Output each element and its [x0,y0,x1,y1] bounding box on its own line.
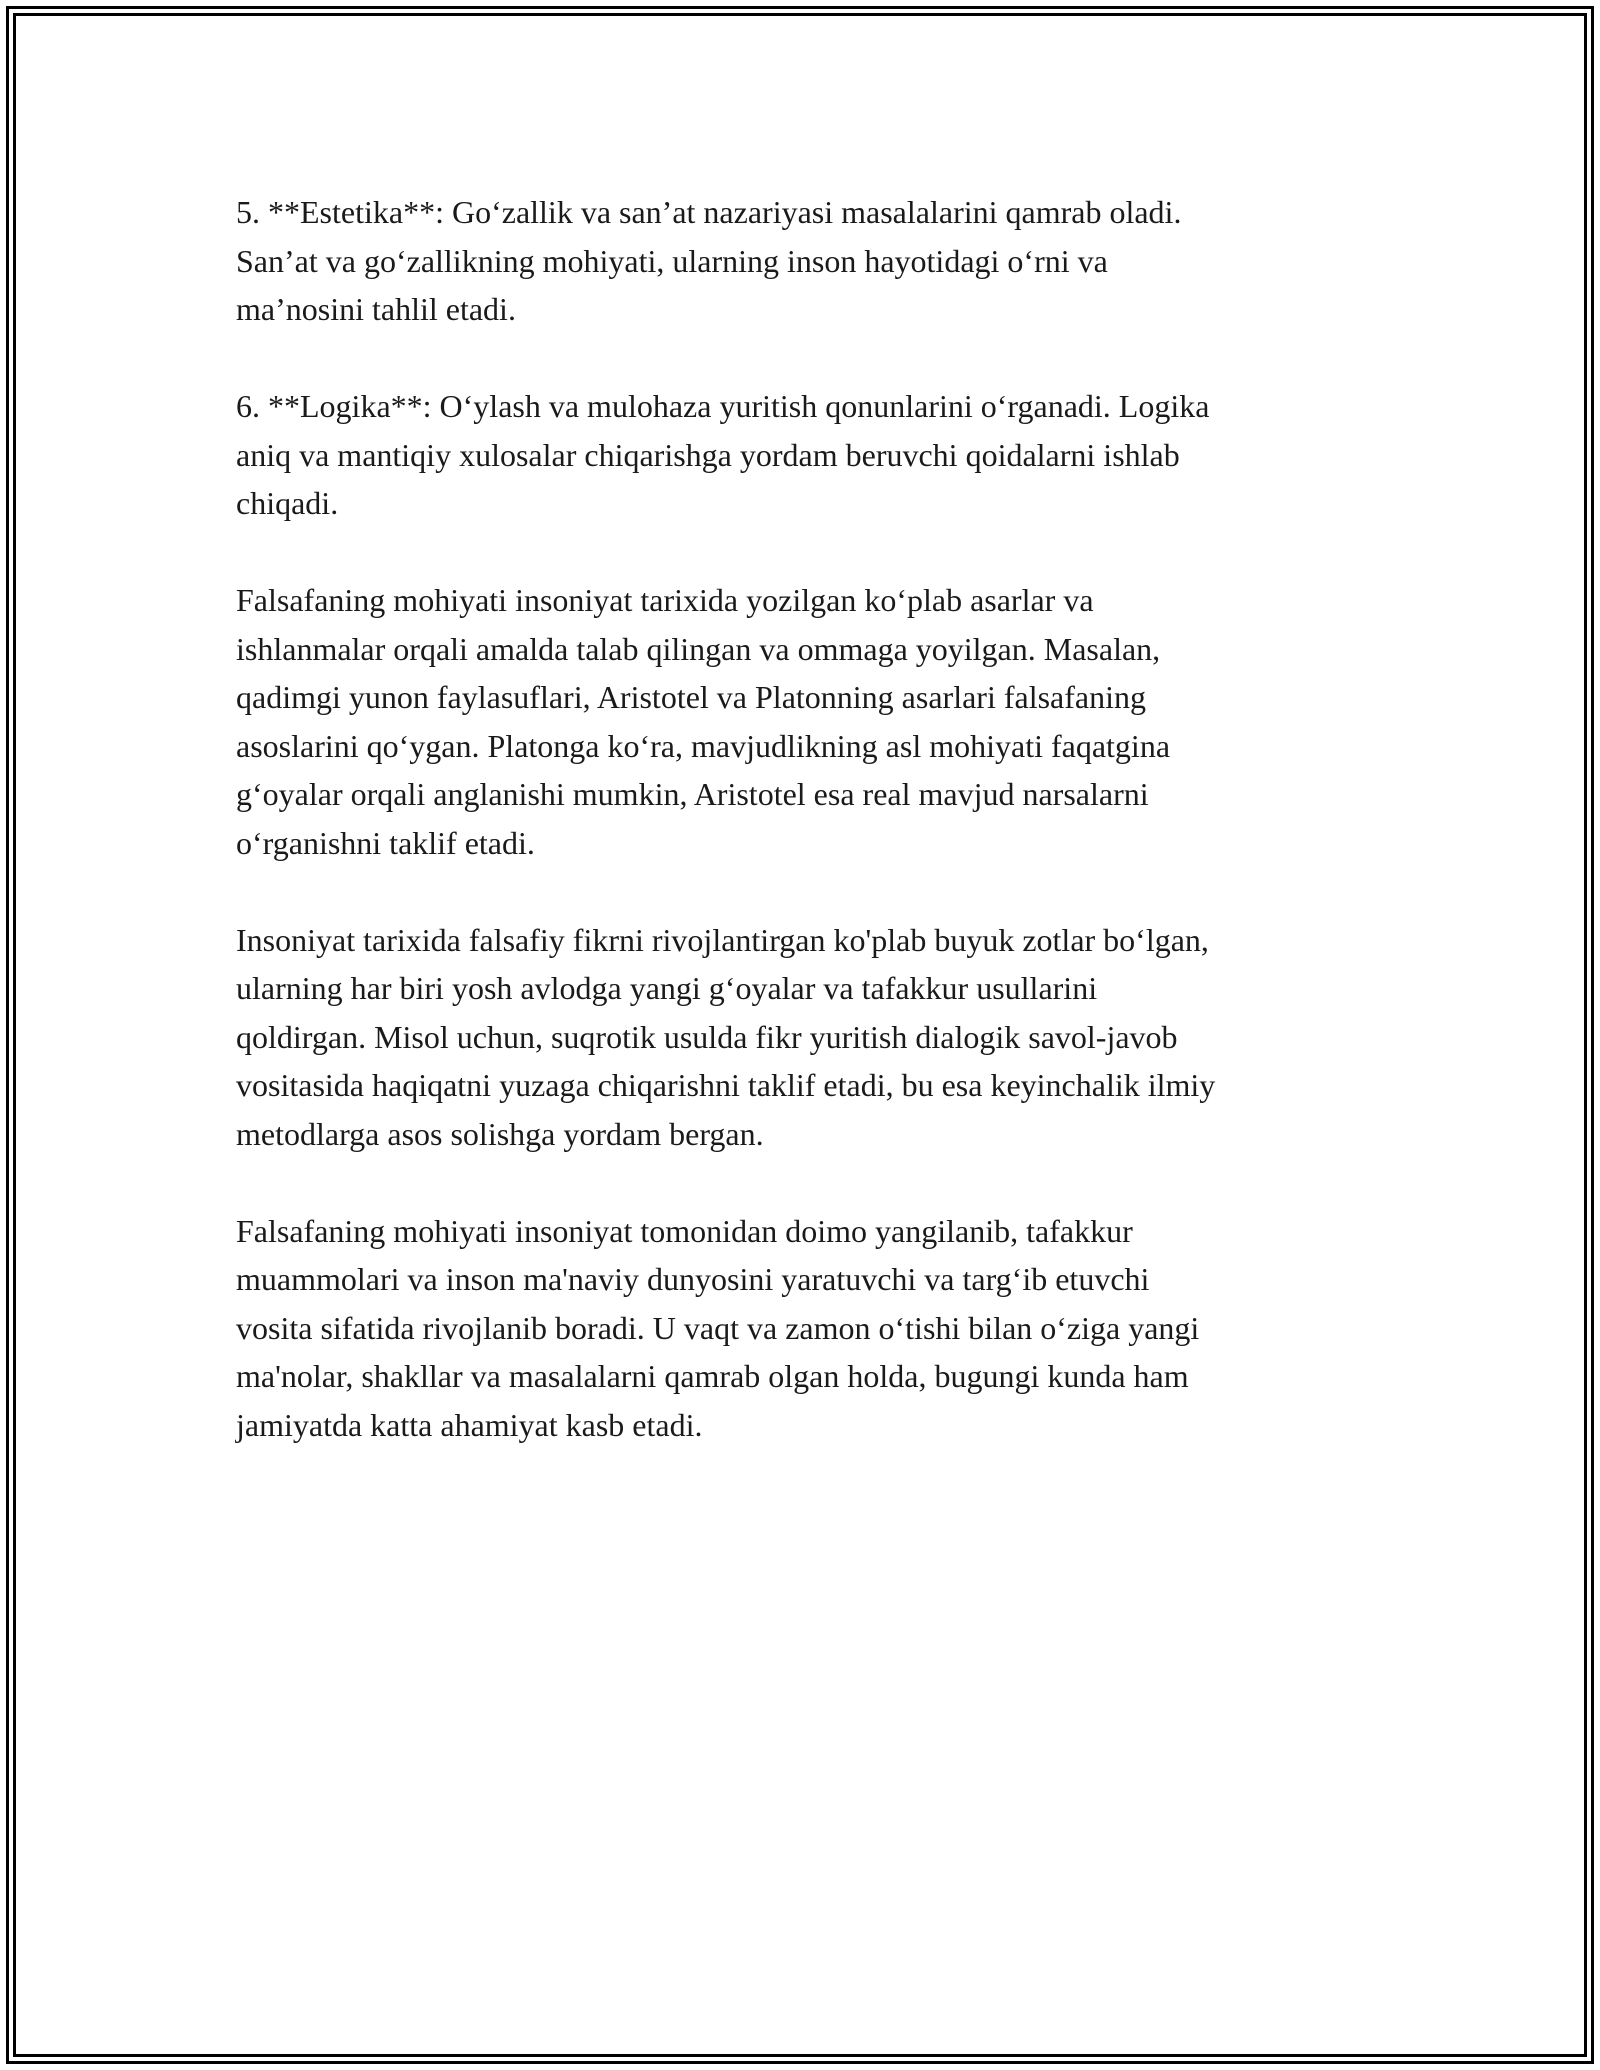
text-line: 5. **Estetika**: Go‘zallik va san’at nazariyasi masalalarini qamrab oladi. [236,194,1182,230]
text-line: muammolari va inson ma'naviy dunyosini yaratuvchi va targ‘ib etuvchi [236,1261,1150,1297]
text-line: Falsafaning mohiyati insoniyat tarixida yozilgan ko‘plab asarlar va [236,582,1094,618]
text-line: vosita sifatida rivojlanib boradi. U vaqt va zamon o‘tishi bilan o‘ziga yangi [236,1309,1200,1346]
text-line: San’at va go‘zallikning mohiyati, ularning inson hayotidagi o‘rni va [236,242,1108,279]
text-line: Insoniyat tarixida falsafiy fikrni rivojlantirgan ko'plab buyuk zotlar bo‘lgan, [236,921,1209,958]
text-line: aniq va mantiqiy xulosalar chiqarishga yordam beruvchi qoidalarni ishlab [236,436,1180,473]
text-line: g‘oyalar orqali anglanishi mumkin, Aristotel esa real mavjud narsalarni [236,776,1149,812]
text-line: asoslarini qo‘ygan. Platonga ko‘ra, mavjudlikning asl mohiyati faqatgina [236,727,1171,764]
text-line: o‘rganishni taklif etadi. [236,824,535,861]
text-line: metodlarga asos solishga yordam bergan. [236,1115,764,1152]
paragraph-falsafa-mohiyati-2 [236,1207,1376,1450]
paragraph-logika [236,382,1376,528]
text-line: ularning har biri yosh avlodga yangi g‘oyalar va tafakkur usullarini [236,970,1098,1006]
document-body [236,188,1376,1498]
text-line: jamiyatda katta ahamiyat kasb etadi. [236,1406,703,1443]
paragraph-insoniyat-tarixi [236,916,1376,1159]
text-line: ma’nosini tahlil etadi. [236,291,516,327]
paragraph-falsafa-mohiyati-1 [236,576,1376,867]
text-line: ishlanmalar orqali amalda talab qilingan va ommaga yoyilgan. Masalan, [236,630,1161,667]
text-line: vositasida haqiqatni yuzaga chiqarishni taklif etadi, bu esa keyinchalik ilmiy [236,1067,1216,1103]
text-line: qoldirgan. Misol uchun, suqrotik usulda fikr yuritish dialogik savol-javob [236,1018,1178,1055]
text-line: ma'nolar, shakllar va masalalarni qamrab olgan holda, bugungi kunda ham [236,1358,1189,1394]
text-line: Falsafaning mohiyati insoniyat tomonidan doimo yangilanib, tafakkur [236,1212,1133,1249]
paragraph-estetika [236,188,1376,334]
text-line: 6. **Logika**: O‘ylash va mulohaza yuritish qonunlarini o‘rganadi. Logika [236,388,1210,424]
text-line: chiqadi. [236,485,339,521]
text-line: qadimgi yunon faylasuflari, Aristotel va Platonning asarlari falsafaning [236,679,1146,715]
